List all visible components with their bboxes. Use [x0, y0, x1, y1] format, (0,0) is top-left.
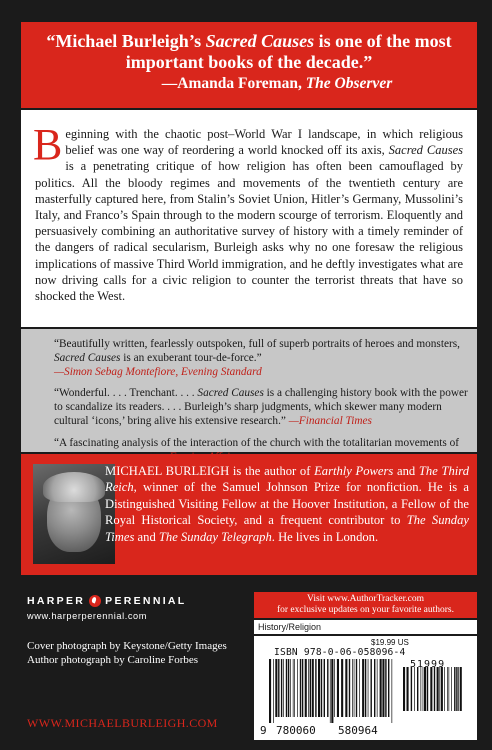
review-source: —Simon Sebag Montefiore, Evening Standard — [54, 365, 262, 378]
barcode-bar — [377, 659, 378, 717]
barcode-bar — [341, 659, 343, 717]
barcode-bar — [354, 659, 355, 717]
barcode-bar — [330, 659, 331, 723]
barcode-bar — [407, 667, 409, 711]
price: $19.99 US — [371, 638, 409, 647]
barcode-bar — [447, 667, 448, 711]
barcode-bar — [411, 667, 412, 711]
review-quote: “Beautifully written, fearlessly outspoken, full of superb portraits of heroes and monsters, Sacred Causes is an exuberant tour-de-force.” —Simon Sebag Montefiore, Evening Standard — [54, 338, 460, 378]
barcode-bar — [321, 659, 322, 717]
review-quote: “A fascinating analysis of the interaction of the church with the totalitarian movements of — [54, 437, 469, 465]
barcode-bar — [356, 659, 357, 717]
author-bio-text: MICHAEL BURLEIGH is the author of Earthly Powers and The Third Reich, winner of the Samuel Johnson Prize for nonfiction. He is a Distinguished Visiting Fellow at the Hoover Institution, a Fellow of the Royal Historical Society, and a frequent contributor to The Sunday Times and The Sunday Telegraph. He lives in London. — [105, 464, 469, 544]
barcode-bar — [430, 667, 432, 711]
barcode-bar — [345, 659, 347, 717]
author-tracker-box: Visit www.AuthorTracker.com for exclusive updates on your favorite authors. — [254, 592, 477, 618]
barcode-bar — [294, 659, 295, 717]
barcode-bar — [423, 667, 424, 711]
top-quote-attribution: —Amanda Foreman, The Observer — [161, 75, 393, 92]
torch-icon — [89, 595, 101, 607]
barcode-bar — [288, 659, 289, 717]
barcode-bar — [349, 659, 350, 717]
barcode-bar — [444, 667, 445, 711]
publisher-logo: HARPER PERENNIAL — [27, 595, 187, 607]
author-photo — [33, 464, 115, 564]
barcode-panel — [254, 636, 477, 740]
book-description — [21, 110, 477, 327]
review-source: —Financial Times — [288, 414, 372, 427]
top-quote-text: “Michael Burleigh’s Sacred Causes is one of the most important books of the decade.” — [46, 31, 452, 72]
barcode-bar — [365, 659, 366, 717]
drop-cap: B — [33, 120, 63, 169]
barcode-bar — [305, 659, 307, 717]
barcode-bar — [458, 667, 459, 711]
author-bio-block — [21, 454, 477, 575]
barcode-bar — [334, 659, 335, 717]
barcode-bar — [439, 667, 440, 711]
barcode-bar — [449, 667, 450, 711]
barcode-bar — [269, 659, 271, 723]
barcode-bar — [359, 659, 360, 717]
barcode-bar — [403, 667, 405, 711]
barcode-bar — [293, 659, 294, 717]
barcode-bar — [417, 667, 418, 711]
barcode-bar — [441, 667, 443, 711]
top-quote-block — [21, 22, 477, 108]
barcode-bar — [318, 659, 320, 717]
addon-code: 51999 — [410, 659, 446, 670]
barcode-bar — [421, 667, 422, 711]
barcode-bar — [310, 659, 311, 717]
photo-credits: Cover photograph by Keystone/Getty Images Author photograph by Caroline Forbes — [27, 640, 227, 666]
barcode-group-1: 780060 — [276, 724, 316, 737]
barcode-bar — [324, 659, 325, 717]
barcode-bar — [380, 659, 382, 717]
barcode-bar — [290, 659, 291, 717]
barcode-bar — [382, 659, 384, 717]
barcode-bar — [460, 667, 462, 711]
barcode-bar — [368, 659, 369, 717]
barcode-bar — [456, 667, 457, 711]
price-addon-barcode — [402, 667, 464, 717]
barcode-bar — [371, 659, 372, 717]
barcode-bar — [331, 659, 333, 723]
barcode-bar — [300, 659, 301, 717]
description-paragraph: Beginning with the chaotic post–World War I landscape, in which religious belief was one way of reordering a world knocked off its axis, Sacred Causes is a penetrating critique of how religion has often been camouflaged by politics. All the bloody regimes and movements of the twentieth century are masterfully captured here, from Stalin’s Soviet Union, Hitler’s Germany, Mussolini’s Italy, and Franco’s Spain through to the modern scourge of terrorism. Eloquently and persuasively combining an authoritative survey of history with a timely reminder of the dangers of radical secularism, Burleigh asks why no one foresaw the religious implications of massive Third World immigration, and he deftly investigates what are now driving calls for a civic religion to counter the terrorist threats that have so shocked the West. — [33, 120, 463, 304]
barcode-bar — [283, 659, 284, 717]
barcode-bar — [374, 659, 375, 717]
barcode-bar — [352, 659, 353, 717]
barcode-bar — [273, 659, 274, 723]
barcode-bar — [434, 667, 435, 711]
barcode-bar — [385, 659, 386, 717]
barcode-bar — [278, 659, 279, 717]
barcode-bar — [362, 659, 364, 717]
isbn-barcode — [268, 659, 394, 723]
publisher-url[interactable]: www.harperperennial.com — [27, 611, 148, 621]
barcode-bar — [297, 659, 298, 717]
review-quote: “Wonderful. . . . Trenchant. . . . Sacred Causes is a challenging history book with the power to scandalize its readers. . . . Burleigh’s sharp judgments, which skewer many modern cultural ‘icons,’ bring alive his extensive research.” —Financial Times — [54, 387, 468, 427]
barcode-bar — [286, 659, 287, 717]
barcode-bar — [454, 667, 455, 711]
barcode-bar — [281, 659, 282, 717]
category-label: History/Religion — [254, 620, 477, 634]
barcode-bar — [414, 667, 415, 711]
barcode-bar — [451, 667, 452, 711]
barcode-bar — [308, 659, 309, 717]
isbn: ISBN 978-0-06-058096-4 — [274, 647, 406, 658]
author-website[interactable]: WWW.MICHAELBURLEIGH.COM — [27, 716, 218, 730]
reviews-block — [21, 329, 477, 452]
barcode-bar — [392, 659, 393, 723]
barcode-bar — [327, 659, 328, 717]
barcode-prefix: 9 — [260, 724, 267, 737]
barcode-bar — [337, 659, 339, 717]
barcode-bar — [275, 659, 277, 717]
barcode-group-2: 580964 — [338, 724, 378, 737]
barcode-bar — [315, 659, 316, 717]
barcode-bar — [302, 659, 303, 717]
barcode-bar — [424, 667, 426, 711]
barcode-bar — [388, 659, 389, 717]
barcode-bar — [427, 667, 428, 711]
barcode-bar — [312, 659, 314, 717]
barcode-bar — [437, 667, 439, 711]
